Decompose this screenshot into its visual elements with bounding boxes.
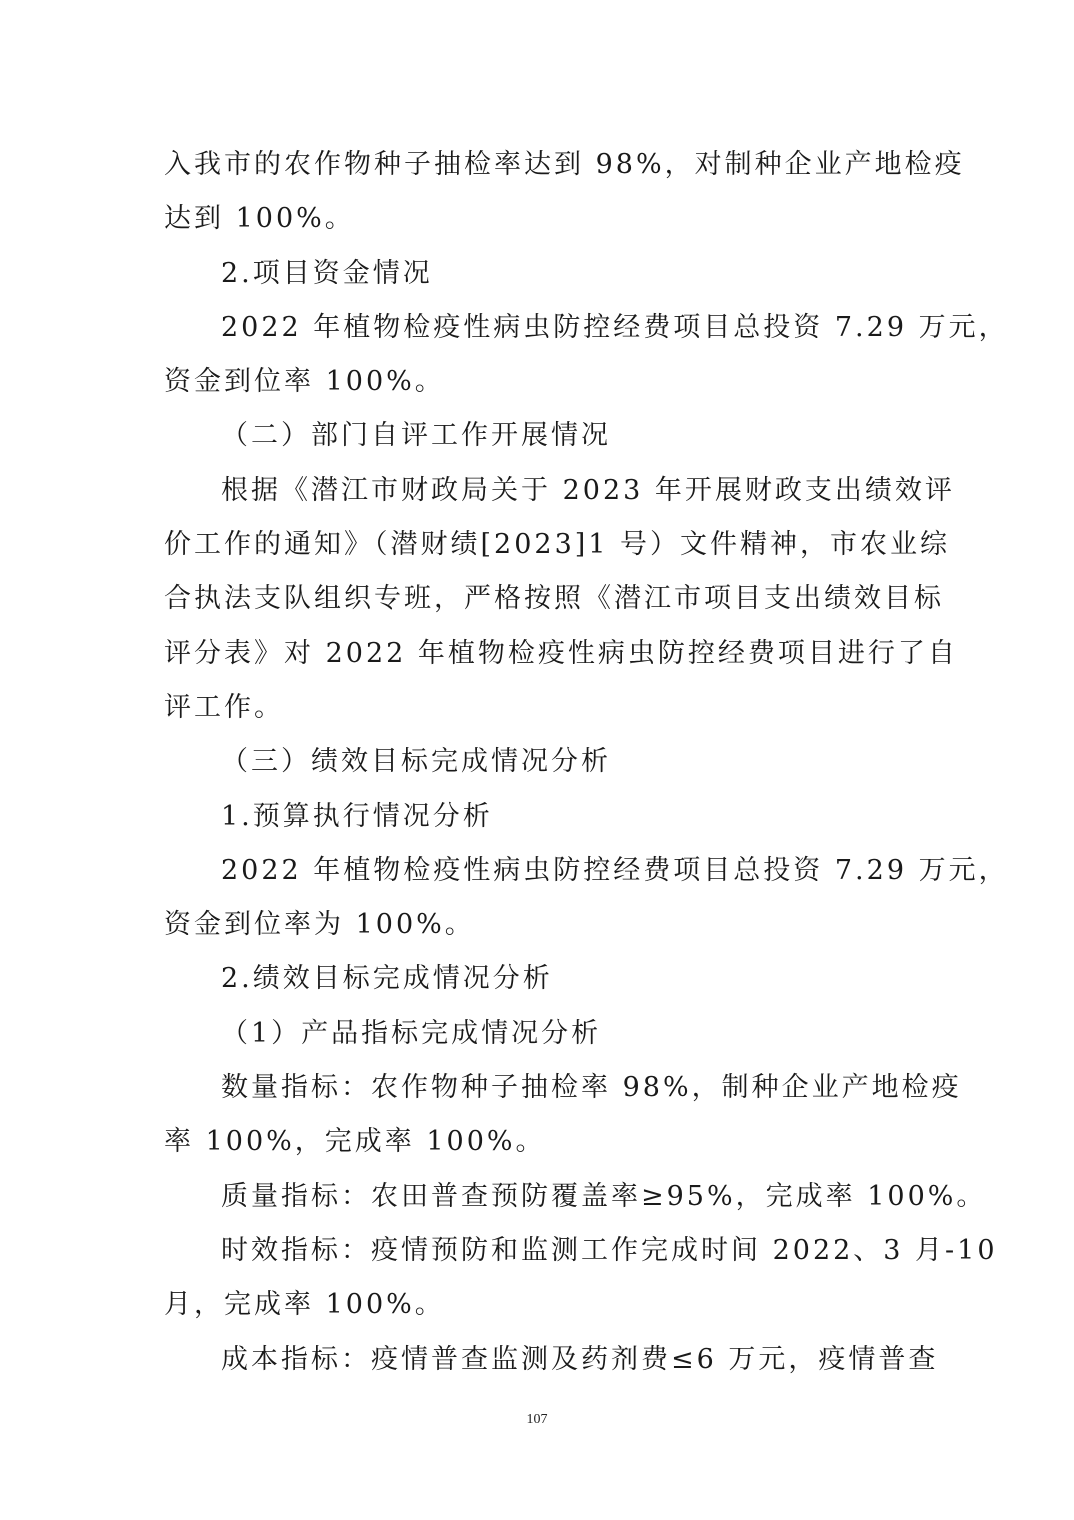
text-line: 入我市的农作物种子抽检率达到 98%，对制种企业产地检疫 — [164, 149, 965, 180]
text-line: 率 100%，完成率 100%。 — [164, 1126, 546, 1158]
text-line: 数量指标：农作物种子抽检率 98%，制种企业产地检疫 — [221, 1072, 962, 1104]
text-line: 达到 100%。 — [164, 203, 355, 235]
text-line: 月，完成率 100%。 — [164, 1289, 445, 1321]
text-line: 质量指标：农田普查预防覆盖率≥95%，完成率 100%。 — [221, 1180, 987, 1212]
section-heading: （二）部门自评工作开展情况 — [221, 420, 611, 452]
text-line: 资金到位率 100%。 — [164, 366, 445, 398]
section-heading: 1.预算执行情况分析 — [221, 800, 493, 832]
text-line: 2022 年植物检疫性病虫防控经费项目总投资 7.29 万元， — [221, 854, 1009, 886]
section-heading: （1）产品指标完成情况分析 — [221, 1017, 602, 1049]
section-heading: 2.项目资金情况 — [221, 257, 433, 289]
page-number: 107 — [526, 1412, 548, 1427]
section-heading: （三）绩效目标完成情况分析 — [221, 746, 611, 778]
text-line: 价工作的通知》（潜财绩[2023]1 号）文件精神，市农业综 — [164, 529, 951, 561]
section-heading: 2.绩效目标完成情况分析 — [221, 963, 553, 995]
text-line: 评工作。 — [164, 691, 284, 723]
text-line: 2022 年植物检疫性病虫防控经费项目总投资 7.29 万元， — [221, 311, 1009, 343]
text-line: 评分表》对 2022 年植物检疫性病虫防控经费项目进行了自 — [164, 637, 958, 669]
text-line: 资金到位率为 100%。 — [164, 909, 475, 941]
text-line: 合执法支队组织专班，严格按照《潜江市项目支出绩效目标 — [164, 583, 944, 615]
text-line: 根据《潜江市财政局关于 2023 年开展财政支出绩效评 — [221, 474, 955, 506]
body-text — [164, 138, 1009, 1387]
text-line: 时效指标：疫情预防和监测工作完成时间 2022、3 月-10 — [221, 1234, 998, 1266]
text-line: 成本指标：疫情普查监测及药剂费≤6 万元，疫情普查 — [221, 1343, 939, 1375]
